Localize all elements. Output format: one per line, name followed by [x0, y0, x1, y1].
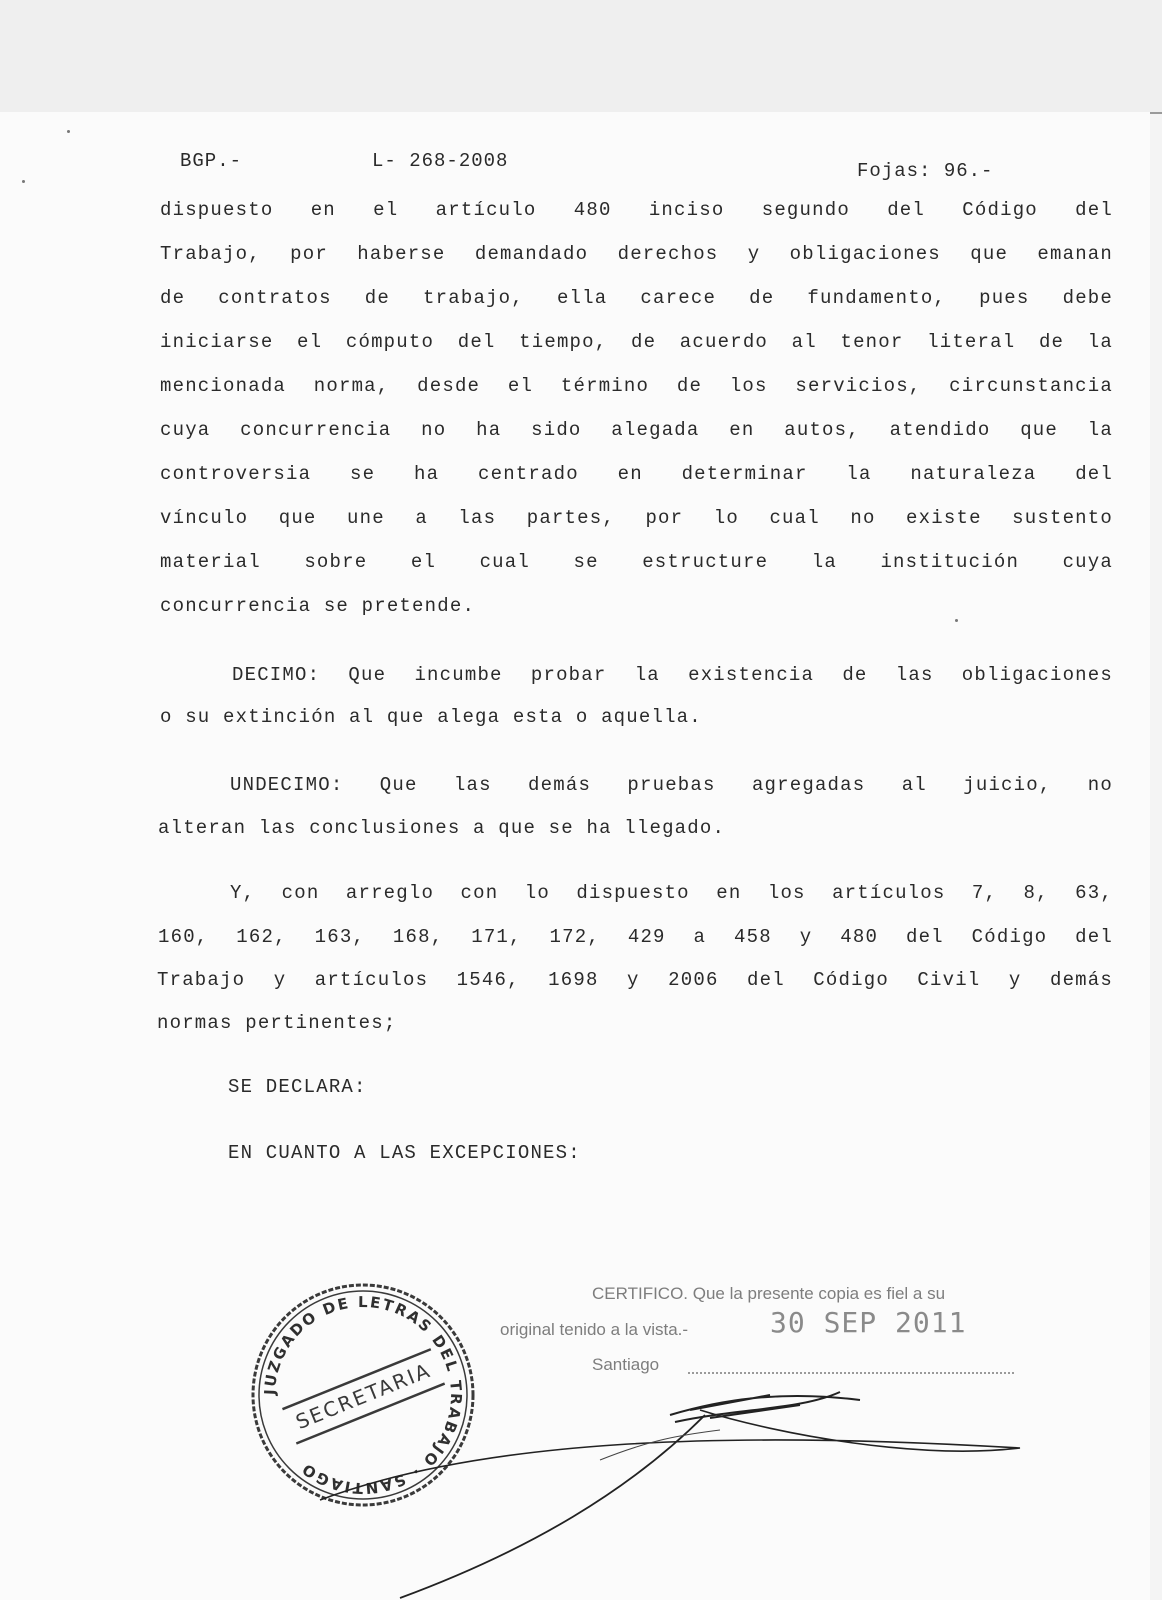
certificate-line-1: CERTIFICO. Que la presente copia es fiel a su: [592, 1284, 946, 1303]
text-line: controversia se ha centrado en determinar la naturaleza del: [160, 463, 1113, 485]
text-line: dispuesto en el artículo 480 inciso segundo del Código del: [160, 199, 1113, 221]
seal-ring-text: JUZGADO DE LETRAS DEL TRABAJO · SANTIAGO: [260, 1292, 466, 1498]
text-line: Trabajo, por haberse demandado derechos y obligaciones que emanan: [160, 243, 1113, 265]
certificate-line-2: original tenido a la vista.-: [500, 1320, 689, 1339]
text-line: cuya concurrencia no ha sido alegada en autos, atendido que la: [160, 419, 1113, 441]
text-line: UNDECIMO: Que las demás pruebas agregadas al juicio, no: [230, 774, 1113, 796]
text-line: iniciarse el cómputo del tiempo, de acuerdo al tenor literal de la: [160, 331, 1113, 353]
text-line: alteran las conclusiones a que se ha llegado.: [158, 817, 726, 839]
handwritten-signature: [300, 1380, 1060, 1600]
date-stamp: 30 SEP 2011: [770, 1306, 967, 1339]
text-line: mencionada norma, desde el término de los servicios, circunstancia: [160, 375, 1113, 397]
text-line: concurrencia se pretende.: [160, 595, 476, 617]
certificate-dotted-line: [688, 1372, 1014, 1374]
reference-left: BGP.-: [180, 150, 243, 172]
fojas-number: Fojas: 96.-: [857, 160, 994, 182]
text-line: Y, con arreglo con lo dispuesto en los artículos 7, 8, 63,: [230, 882, 1113, 904]
text-line: o su extinción al que alega esta o aquella.: [160, 706, 702, 728]
scan-speck: [955, 619, 958, 622]
text-line: normas pertinentes;: [157, 1012, 397, 1034]
top-paper-sheet: [0, 0, 1162, 114]
excepciones-heading: EN CUANTO A LAS EXCEPCIONES:: [228, 1142, 581, 1164]
text-line: vínculo que une a las partes, por lo cual no existe sustento: [160, 507, 1113, 529]
text-line: 160, 162, 163, 168, 171, 172, 429 a 458 y 480 del Código del: [158, 926, 1113, 948]
text-line: DECIMO: Que incumbe probar la existencia de las obligaciones: [232, 664, 1113, 686]
text-line: material sobre el cual se estructure la institución cuya: [160, 551, 1113, 573]
scan-speck: [22, 180, 25, 183]
case-number: L- 268-2008: [372, 150, 509, 172]
text-line: Trabajo y artículos 1546, 1698 y 2006 del Código Civil y demás: [157, 969, 1113, 991]
seal-center-text: SECRETARIA: [292, 1357, 435, 1434]
text-line: de contratos de trabajo, ella carece de fundamento, pues debe: [160, 287, 1113, 309]
se-declara-heading: SE DECLARA:: [228, 1076, 367, 1098]
certificate-line-3: Santiago: [592, 1355, 660, 1374]
scan-speck: [67, 130, 70, 133]
